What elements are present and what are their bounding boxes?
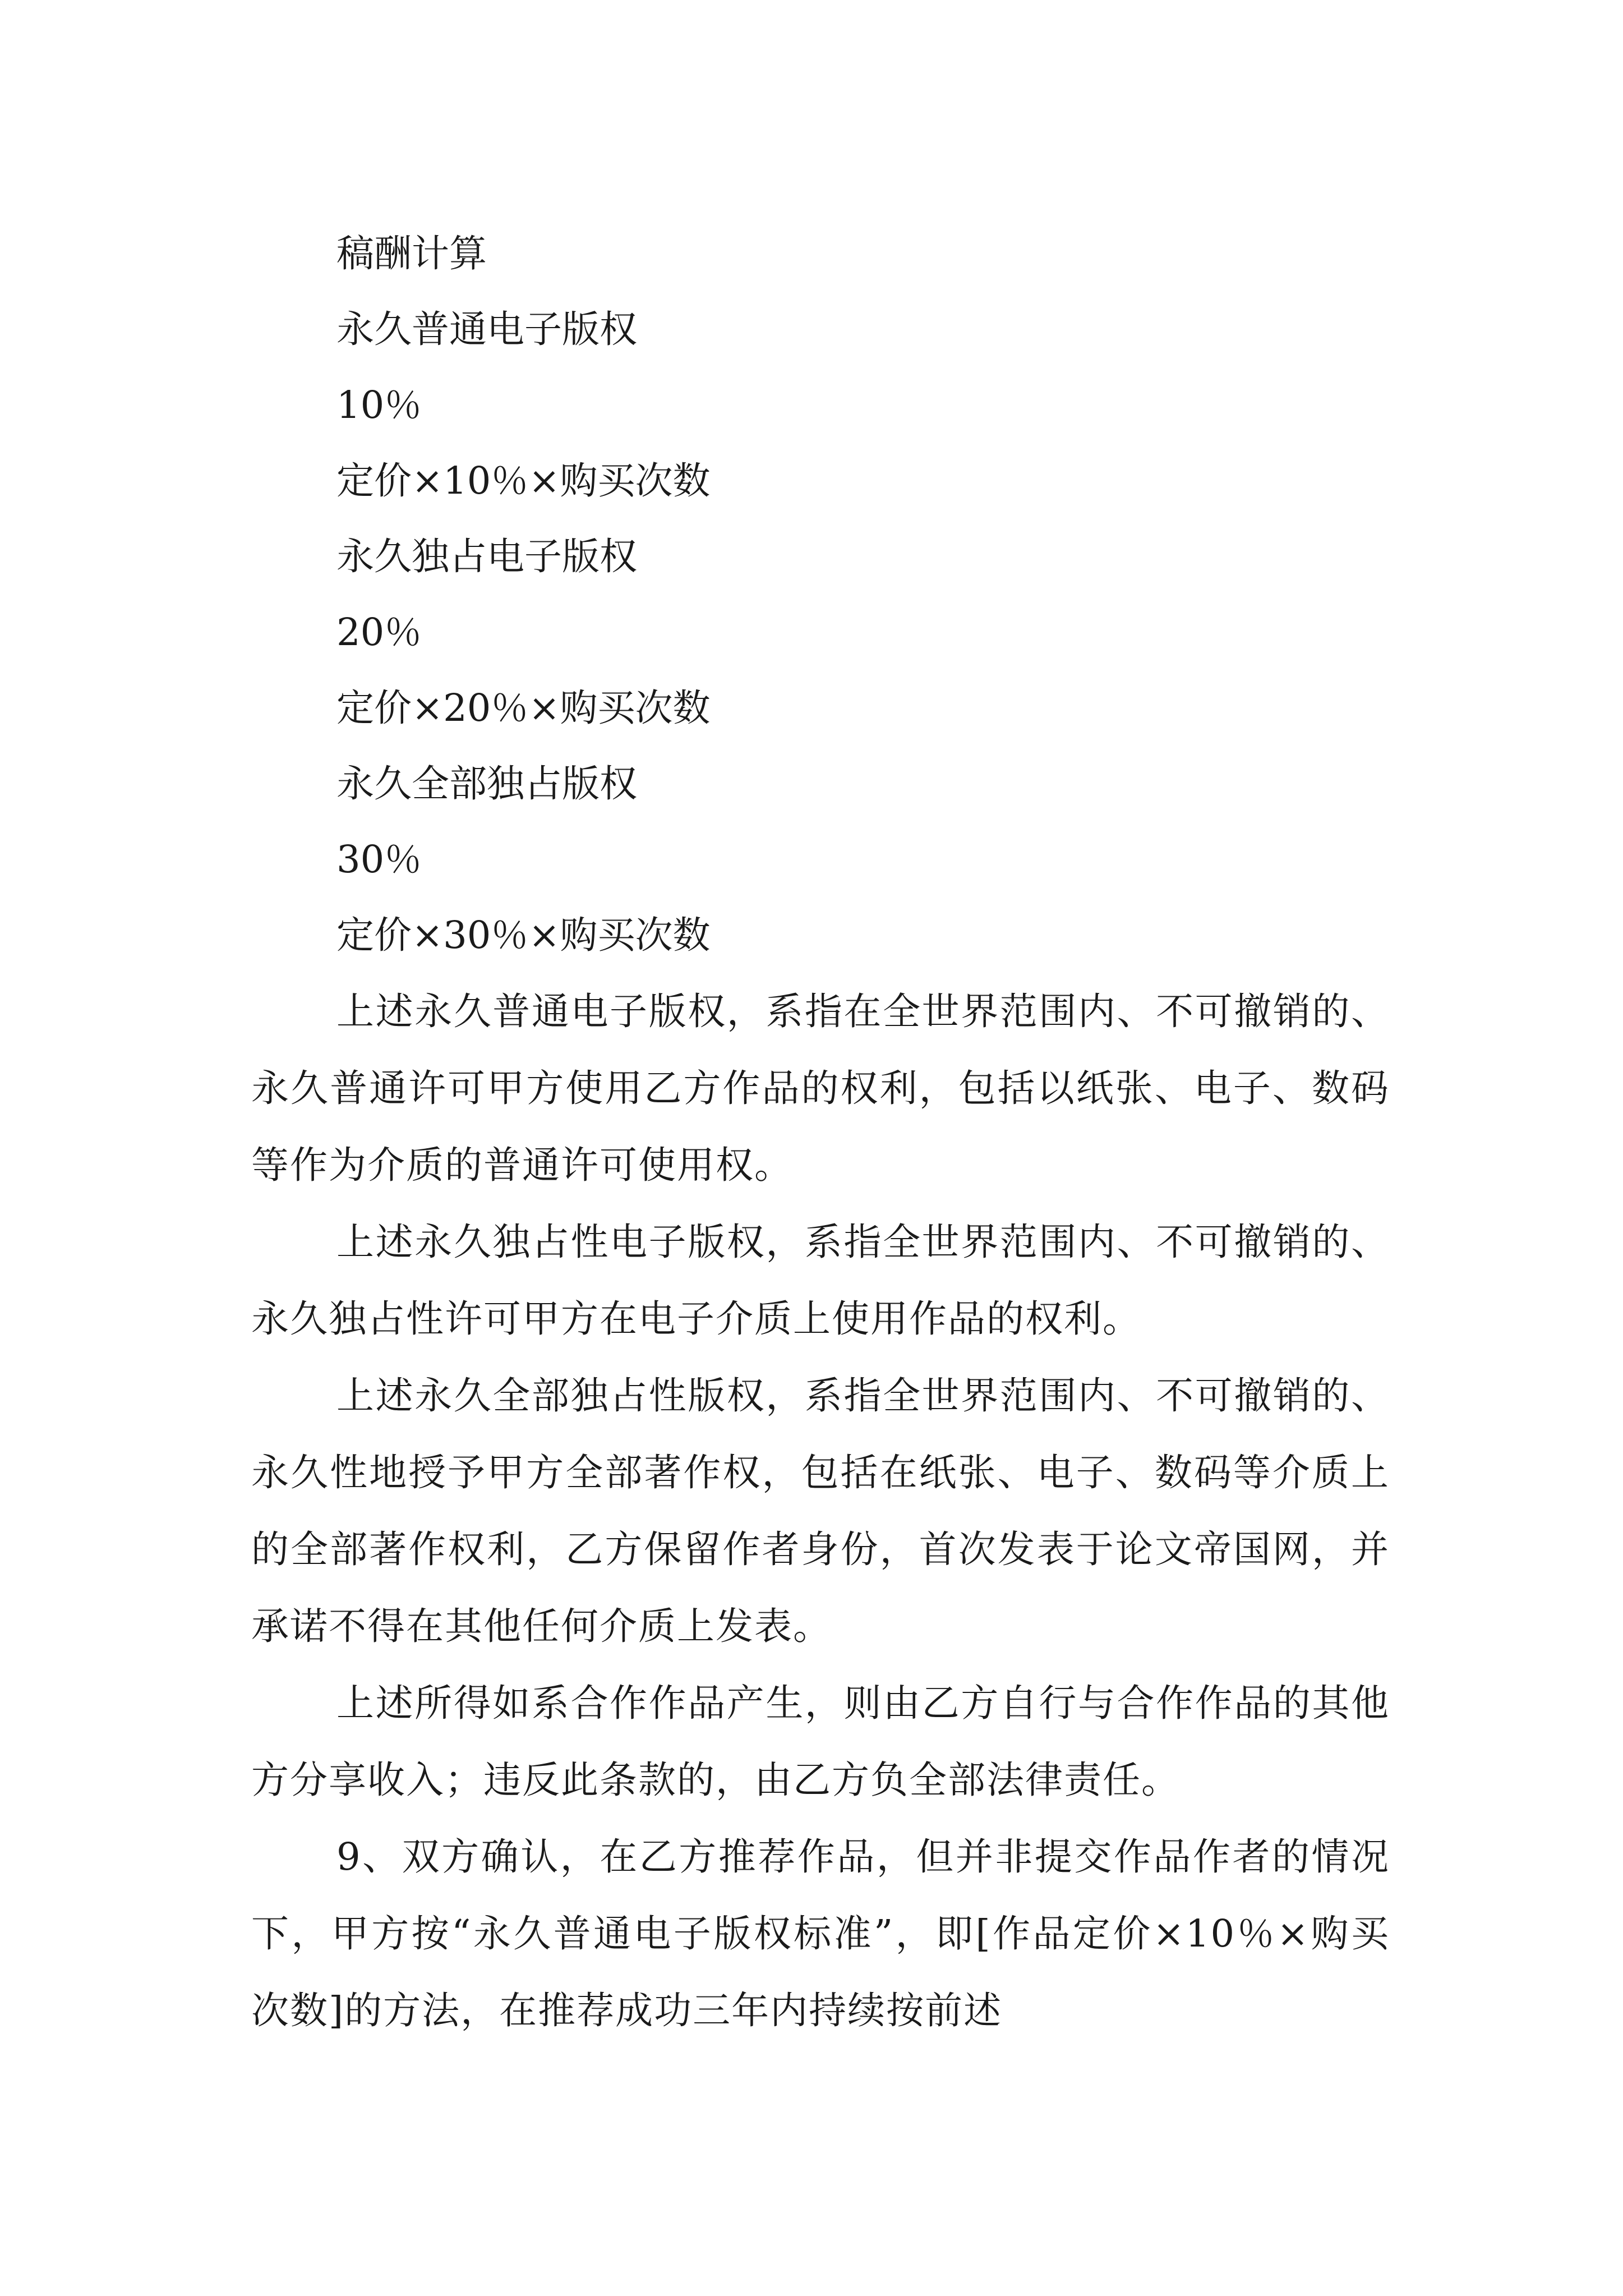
paragraph-clause-9: 9、双方确认，在乙方推荐作品，但并非提交作品作者的情况下，甲方按“永久普通电子版权标准”，即[作品定价×10％×购买次数]的方法，在推荐成功三年内持续按前述	[251, 1835, 1390, 2032]
list-item: 30％	[336, 838, 422, 881]
document-body	[251, 216, 1390, 2049]
paragraph-joint-works: 上述所得如系合作作品产生，则由乙方自行与合作作品的其他方分享收入；违反此条款的，由乙方负全部法律责任。	[251, 1681, 1390, 1802]
list-item: 永久独占电子版权	[336, 535, 637, 578]
list-item: 永久普通电子版权	[336, 307, 637, 351]
list-item: 10％	[336, 383, 422, 427]
section-heading-remuneration: 稿酬计算	[336, 232, 487, 275]
list-item: 定价×30％×购买次数	[336, 913, 711, 957]
paragraph-exclusive-ebook-rights: 上述永久独占性电子版权，系指全世界范围内、不可撤销的、永久独占性许可甲方在电子介质上使用作品的权利。	[251, 1220, 1390, 1341]
paragraph-normal-ebook-rights: 上述永久普通电子版权，系指在全世界范围内、不可撤销的、永久普通许可甲方使用乙方作品的权利，包括以纸张、电子、数码等作为介质的普通许可使用权。	[251, 990, 1390, 1187]
list-item: 定价×10％×购买次数	[336, 459, 711, 503]
list-item: 永久全部独占版权	[336, 762, 637, 806]
paragraph-full-exclusive-rights: 上述永久全部独占性版权，系指全世界范围内、不可撤销的、永久性地授予甲方全部著作权，包括在纸张、电子、数码等介质上的全部著作权利，乙方保留作者身份，首次发表于论文帝国网，并承诺不得在其他任何介质上发表。	[251, 1374, 1390, 1648]
list-item: 20％	[336, 610, 422, 654]
list-item: 定价×20％×购买次数	[336, 686, 711, 730]
